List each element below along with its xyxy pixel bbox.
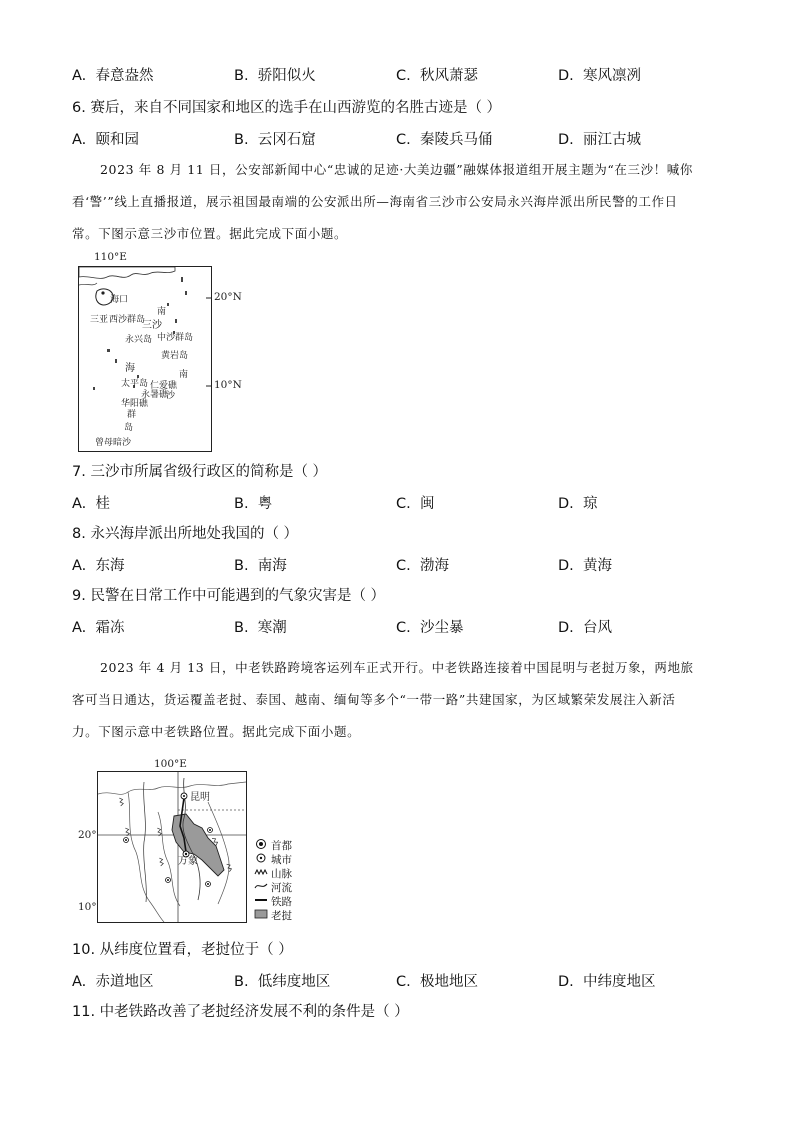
option-d[interactable]: D. 寒风凛冽 [558, 68, 641, 84]
passage-1-line-1: 2023 年 8 月 11 日，公安部新闻中心“忠诚的足迹·大美边疆”融媒体报道组开展主题为“在三沙！喊你 [100, 162, 693, 177]
legend-river: 河流 [254, 880, 292, 895]
question-7-stem: 7. 三沙市所属省级行政区的简称是（ ） [72, 464, 328, 480]
label-taiping: 太平岛 [121, 379, 149, 389]
map2-longitude-label: 100°E [154, 758, 187, 770]
question-8-stem: 8. 永兴海岸派出所地处我国的（ ） [72, 526, 299, 542]
option-a[interactable]: A. 桂 [72, 496, 110, 512]
passage-2-line-1: 2023 年 4 月 13 日，中老铁路跨境客运列车正式开行。中老铁路连接着中国昆明与老挝万象，两地旅 [100, 660, 694, 675]
option-b[interactable]: B. 低纬度地区 [234, 974, 331, 990]
label-dao: 岛 [124, 423, 134, 433]
passage-2-line-3: 力。下图示意中老铁路位置。据此完成下面小题。 [72, 724, 361, 739]
map1-longitude-label: 110°E [94, 251, 127, 263]
label-nan-2: 南 [179, 370, 189, 380]
capital-icon [254, 838, 268, 853]
option-d[interactable]: D. 台风 [558, 620, 612, 636]
river-icon [254, 880, 268, 895]
city-icon [254, 852, 268, 867]
legend-laos: 老挝 [254, 908, 292, 923]
option-c[interactable]: C. 极地地区 [396, 974, 478, 990]
option-a[interactable]: A. 春意盎然 [72, 68, 154, 84]
map2-lat-20: 20° [78, 829, 97, 841]
mountain-icon [254, 866, 268, 881]
option-c[interactable]: C. 秦陵兵马俑 [396, 132, 493, 148]
label-sha: 沙 [166, 391, 176, 401]
label-zengmu: 曾母暗沙 [95, 438, 132, 448]
label-nan-1: 南 [157, 307, 167, 317]
railway-icon [254, 894, 268, 909]
map1-lat-10: 10°N [214, 379, 242, 391]
option-d[interactable]: D. 丽江古城 [558, 132, 641, 148]
label-sansha: 三沙 [142, 320, 162, 331]
sansha-map-drawing [79, 267, 211, 451]
option-a[interactable]: A. 颐和园 [72, 132, 139, 148]
passage-1-line-2: 看‘警’”线上直播报道，展示祖国最南端的公安派出所—海南省三沙市公安局永兴海岸派出所民警的工作日 [72, 194, 678, 209]
option-a[interactable]: A. 东海 [72, 558, 125, 574]
option-c[interactable]: C. 沙尘暴 [396, 620, 464, 636]
legend-railway: 铁路 [254, 894, 292, 909]
label-yongshu: 永暑礁 [141, 390, 169, 400]
option-d[interactable]: D. 琼 [558, 496, 598, 512]
option-b[interactable]: B. 粤 [234, 496, 273, 512]
label-sanya: 三亚 [90, 315, 109, 325]
option-b[interactable]: B. 云冈石窟 [234, 132, 316, 148]
label-huangyan: 黄岩岛 [161, 351, 189, 361]
question-11-stem: 11. 中老铁路改善了老挝经济发展不利的条件是（ ） [72, 1004, 409, 1020]
label-xisha: 西沙群岛 [109, 315, 146, 325]
legend-capital: 首都 [254, 838, 292, 853]
passage-2-line-2: 客可当日通达，货运覆盖老挝、泰国、越南、缅甸等多个“一带一路”共建国家，为区域繁荣发展注入新活 [72, 692, 676, 707]
option-c[interactable]: C. 秋风萧瑟 [396, 68, 478, 84]
label-huayang: 华阳礁 [121, 399, 149, 409]
question-9-stem: 9. 民警在日常工作中可能遇到的气象灾害是（ ） [72, 588, 386, 604]
label-hai: 海 [125, 363, 135, 374]
china-laos-railway-map [97, 771, 247, 923]
option-d[interactable]: D. 中纬度地区 [558, 974, 656, 990]
sansha-map [78, 266, 212, 452]
question-6-stem: 6. 赛后，来自不同国家和地区的选手在山西游览的名胜古迹是（ ） [72, 100, 502, 116]
option-c[interactable]: C. 渤海 [396, 558, 449, 574]
label-haikou: 海口 [110, 295, 129, 305]
map1-lat-20: 20°N [214, 291, 242, 303]
label-zhongsha: 中沙群岛 [157, 333, 194, 343]
passage-1-line-3: 常。下图示意三沙市位置。据此完成下面小题。 [72, 226, 348, 241]
label-kunming: 昆明 [190, 792, 210, 803]
option-b[interactable]: B. 骄阳似火 [234, 68, 316, 84]
laos-fill-icon [254, 908, 268, 923]
option-b[interactable]: B. 南海 [234, 558, 287, 574]
legend-city: 城市 [254, 852, 292, 867]
label-vientiane: 万象 [178, 856, 198, 867]
question-10-stem: 10. 从纬度位置看，老挝位于（ ） [72, 942, 293, 958]
option-d[interactable]: D. 黄海 [558, 558, 612, 574]
label-yongxing: 永兴岛 [125, 335, 153, 345]
label-renai: 仁爱礁 [150, 381, 178, 391]
option-a[interactable]: A. 霜冻 [72, 620, 125, 636]
option-c[interactable]: C. 闽 [396, 496, 435, 512]
option-b[interactable]: B. 寒潮 [234, 620, 287, 636]
map2-lat-10: 10° [78, 901, 97, 913]
china-laos-map-drawing [98, 772, 246, 922]
option-a[interactable]: A. 赤道地区 [72, 974, 154, 990]
label-qun: 群 [127, 410, 137, 420]
legend-mountain: 山脉 [254, 866, 292, 881]
